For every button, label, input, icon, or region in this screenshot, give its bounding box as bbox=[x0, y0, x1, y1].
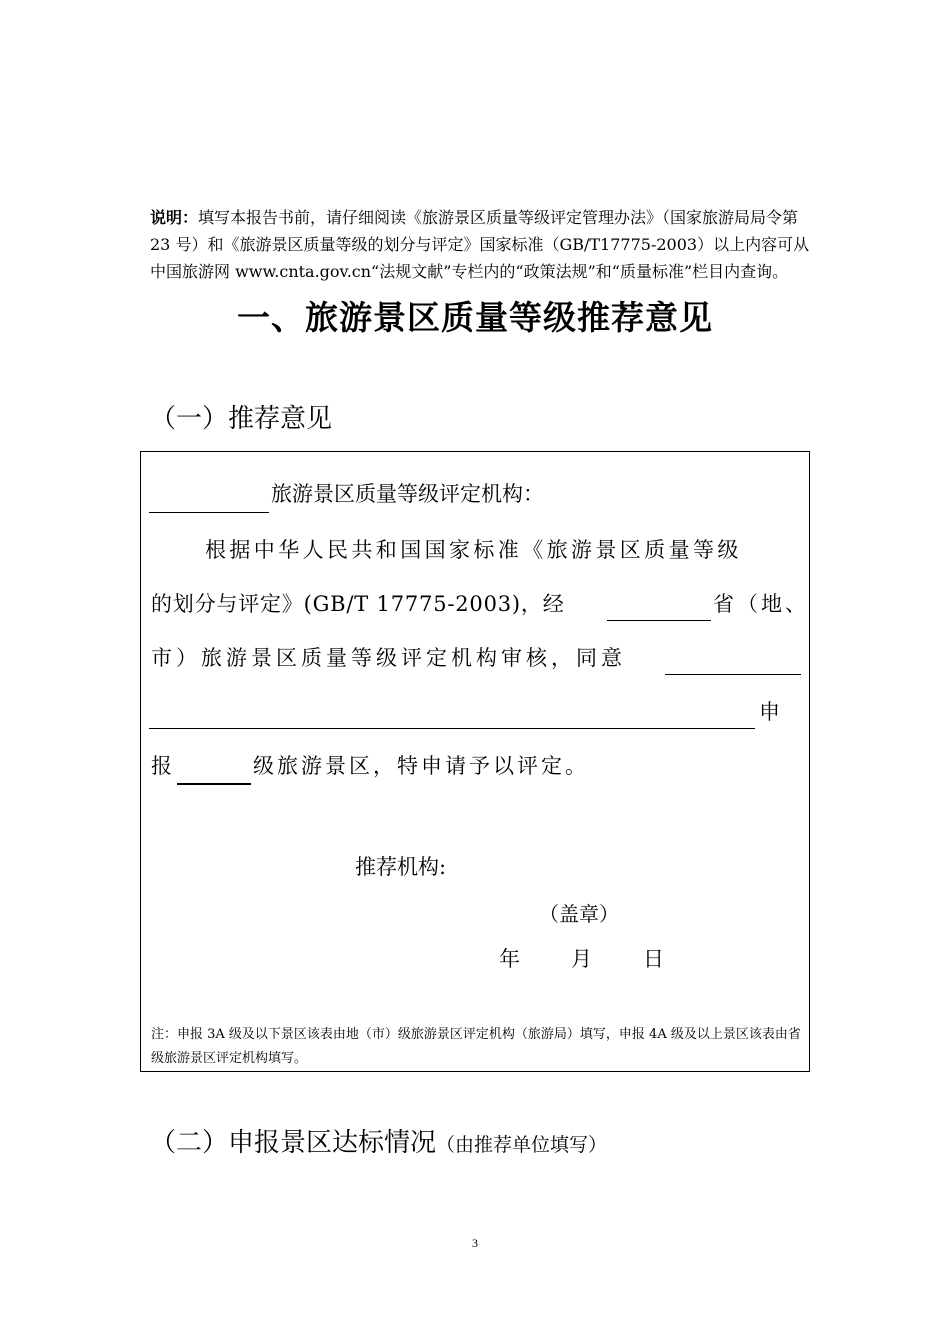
section2-note: （由推荐单位填写） bbox=[436, 1134, 608, 1156]
form-footnote: 注：申报 3A 级及以下景区该表由地（市）级旅游景区评定机构（旅游局）填写，申报 4A 级及以上景区该表由省级旅游景区评定机构填写。 bbox=[151, 1027, 801, 1066]
note-text: 填写本报告书前，请仔细阅读《旅游景区质量等级评定管理办法》（国家旅游局局令第 23 号）和《旅游景区质量等级的划分与评定》国家标准（GB/T17775-2003）以上内容可从中国旅游网 www.cnta.gov.cn“法规文献”专栏内的“政策法规”和“质量标准”栏目内查询。 bbox=[150, 208, 810, 281]
form-line-2a: 的划分与评定》(GB/T 17775-2003)，经 bbox=[151, 592, 565, 616]
note-prefix: 说明： bbox=[150, 208, 199, 227]
scenic-area-name-blank[interactable] bbox=[149, 728, 755, 729]
form-line-4-end: 申 bbox=[759, 700, 782, 724]
recommendation-form bbox=[140, 451, 810, 1072]
province-blank[interactable] bbox=[607, 620, 711, 621]
form-line-3: 市）旅游景区质量等级评定机构审核，同意 bbox=[151, 646, 626, 670]
grade-blank[interactable] bbox=[177, 783, 251, 785]
instructions-note bbox=[150, 204, 810, 285]
date-year: 年 bbox=[499, 947, 522, 971]
addressee-blank[interactable] bbox=[149, 512, 269, 513]
date-day: 日 bbox=[643, 947, 666, 971]
form-line-5a: 报 bbox=[151, 754, 174, 778]
form-line-1: 根据中华人民共和国国家标准《旅游景区质量等级 bbox=[205, 538, 742, 562]
seal-label: （盖章） bbox=[539, 902, 619, 926]
date-month: 月 bbox=[571, 947, 594, 971]
section-heading-recommendation: （一）推荐意见 bbox=[150, 404, 333, 434]
section-heading-compliance bbox=[150, 1122, 607, 1159]
form-line-2b: 省（地、 bbox=[713, 592, 809, 616]
page-number: 3 bbox=[472, 1236, 478, 1250]
section2-title: （二）申报景区达标情况 bbox=[150, 1128, 437, 1158]
recommender-label: 推荐机构: bbox=[355, 855, 447, 879]
form-line-5b: 级旅游景区，特申请予以评定。 bbox=[253, 754, 589, 778]
addressee-label: 旅游景区质量等级评定机构： bbox=[271, 482, 544, 506]
agree-blank[interactable] bbox=[665, 674, 801, 675]
page-title: 一、旅游景区质量等级推荐意见 bbox=[237, 298, 713, 337]
